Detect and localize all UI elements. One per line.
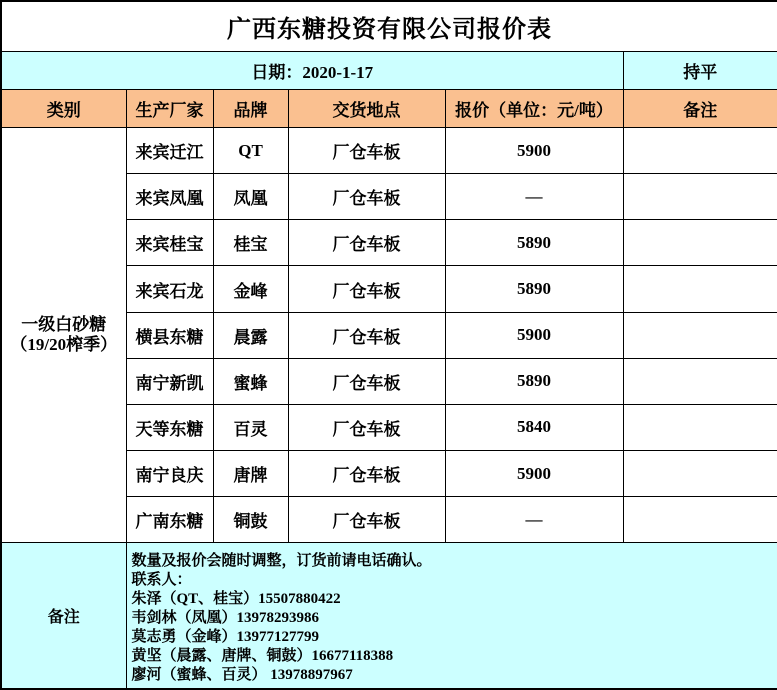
location-cell: 厂仓车板 xyxy=(288,358,445,404)
producer-cell: 来宾桂宝 xyxy=(126,220,213,266)
remarks-label: 备注 xyxy=(1,543,126,689)
brand-cell: 晨露 xyxy=(213,312,288,358)
header-category: 类别 xyxy=(1,89,126,127)
date-label: 日期：2020-1-17 xyxy=(1,51,623,89)
producer-cell: 南宁良庆 xyxy=(126,451,213,497)
brand-cell: 桂宝 xyxy=(213,220,288,266)
table-row xyxy=(1,127,777,173)
brand-cell: 唐牌 xyxy=(213,451,288,497)
price-cell: 5890 xyxy=(445,220,623,266)
price-cell: 5840 xyxy=(445,404,623,450)
brand-cell: 金峰 xyxy=(213,266,288,312)
location-cell: 厂仓车板 xyxy=(288,451,445,497)
price-cell: — xyxy=(445,174,623,220)
category-line2: （19/20榨季） xyxy=(10,335,118,355)
brand-cell: 蜜蜂 xyxy=(213,358,288,404)
brand-cell: 百灵 xyxy=(213,404,288,450)
producer-cell: 天等东糖 xyxy=(126,404,213,450)
price-cell: 5890 xyxy=(445,266,623,312)
remark-line: 联系人： xyxy=(131,572,192,589)
trend-status: 持平 xyxy=(623,51,777,89)
location-cell: 厂仓车板 xyxy=(288,497,445,543)
remark-cell xyxy=(623,266,777,312)
remark-cell xyxy=(623,451,777,497)
category-line1: 一级白砂糖 xyxy=(21,315,107,335)
brand-cell: QT xyxy=(213,127,288,173)
location-cell: 厂仓车板 xyxy=(288,174,445,220)
remark-line: 莫志勇（金峰）13977127799 xyxy=(131,629,320,646)
header-brand: 品牌 xyxy=(213,89,288,127)
remarks-body xyxy=(126,543,777,689)
header-price: 报价（单位：元/吨） xyxy=(445,89,623,127)
header-remark: 备注 xyxy=(623,89,777,127)
producer-cell: 来宾凤凰 xyxy=(126,174,213,220)
remark-line: 韦剑林（凤凰）13978293986 xyxy=(131,610,320,627)
price-cell: 5900 xyxy=(445,312,623,358)
location-cell: 厂仓车板 xyxy=(288,127,445,173)
brand-cell: 铜鼓 xyxy=(213,497,288,543)
producer-cell: 来宾迁江 xyxy=(126,127,213,173)
remark-line: 廖河（蜜蜂、百灵） 13978897967 xyxy=(131,667,353,684)
remark-cell xyxy=(623,174,777,220)
producer-cell: 南宁新凯 xyxy=(126,358,213,404)
location-cell: 厂仓车板 xyxy=(288,220,445,266)
remark-line: 黄坚（晨露、唐牌、铜鼓）16677118388 xyxy=(131,648,394,665)
producer-cell: 广南东糖 xyxy=(126,497,213,543)
remark-cell xyxy=(623,358,777,404)
price-cell: — xyxy=(445,497,623,543)
location-cell: 厂仓车板 xyxy=(288,404,445,450)
page-title: 广西东糖投资有限公司报价表 xyxy=(1,1,777,51)
brand-cell: 凤凰 xyxy=(213,174,288,220)
remark-cell xyxy=(623,497,777,543)
location-cell: 厂仓车板 xyxy=(288,266,445,312)
producer-cell: 来宾石龙 xyxy=(126,266,213,312)
header-producer: 生产厂家 xyxy=(126,89,213,127)
price-cell: 5900 xyxy=(445,451,623,497)
price-cell: 5890 xyxy=(445,358,623,404)
price-cell: 5900 xyxy=(445,127,623,173)
remark-line: 数量及报价会随时调整，订货前请电话确认。 xyxy=(131,553,432,570)
remark-cell xyxy=(623,312,777,358)
remark-cell xyxy=(623,404,777,450)
remark-cell xyxy=(623,127,777,173)
producer-cell: 横县东糖 xyxy=(126,312,213,358)
remark-line: 朱泽（QT、桂宝）15507880422 xyxy=(131,591,341,608)
header-location: 交货地点 xyxy=(288,89,445,127)
category-cell xyxy=(1,127,126,543)
location-cell: 厂仓车板 xyxy=(288,312,445,358)
remark-cell xyxy=(623,220,777,266)
